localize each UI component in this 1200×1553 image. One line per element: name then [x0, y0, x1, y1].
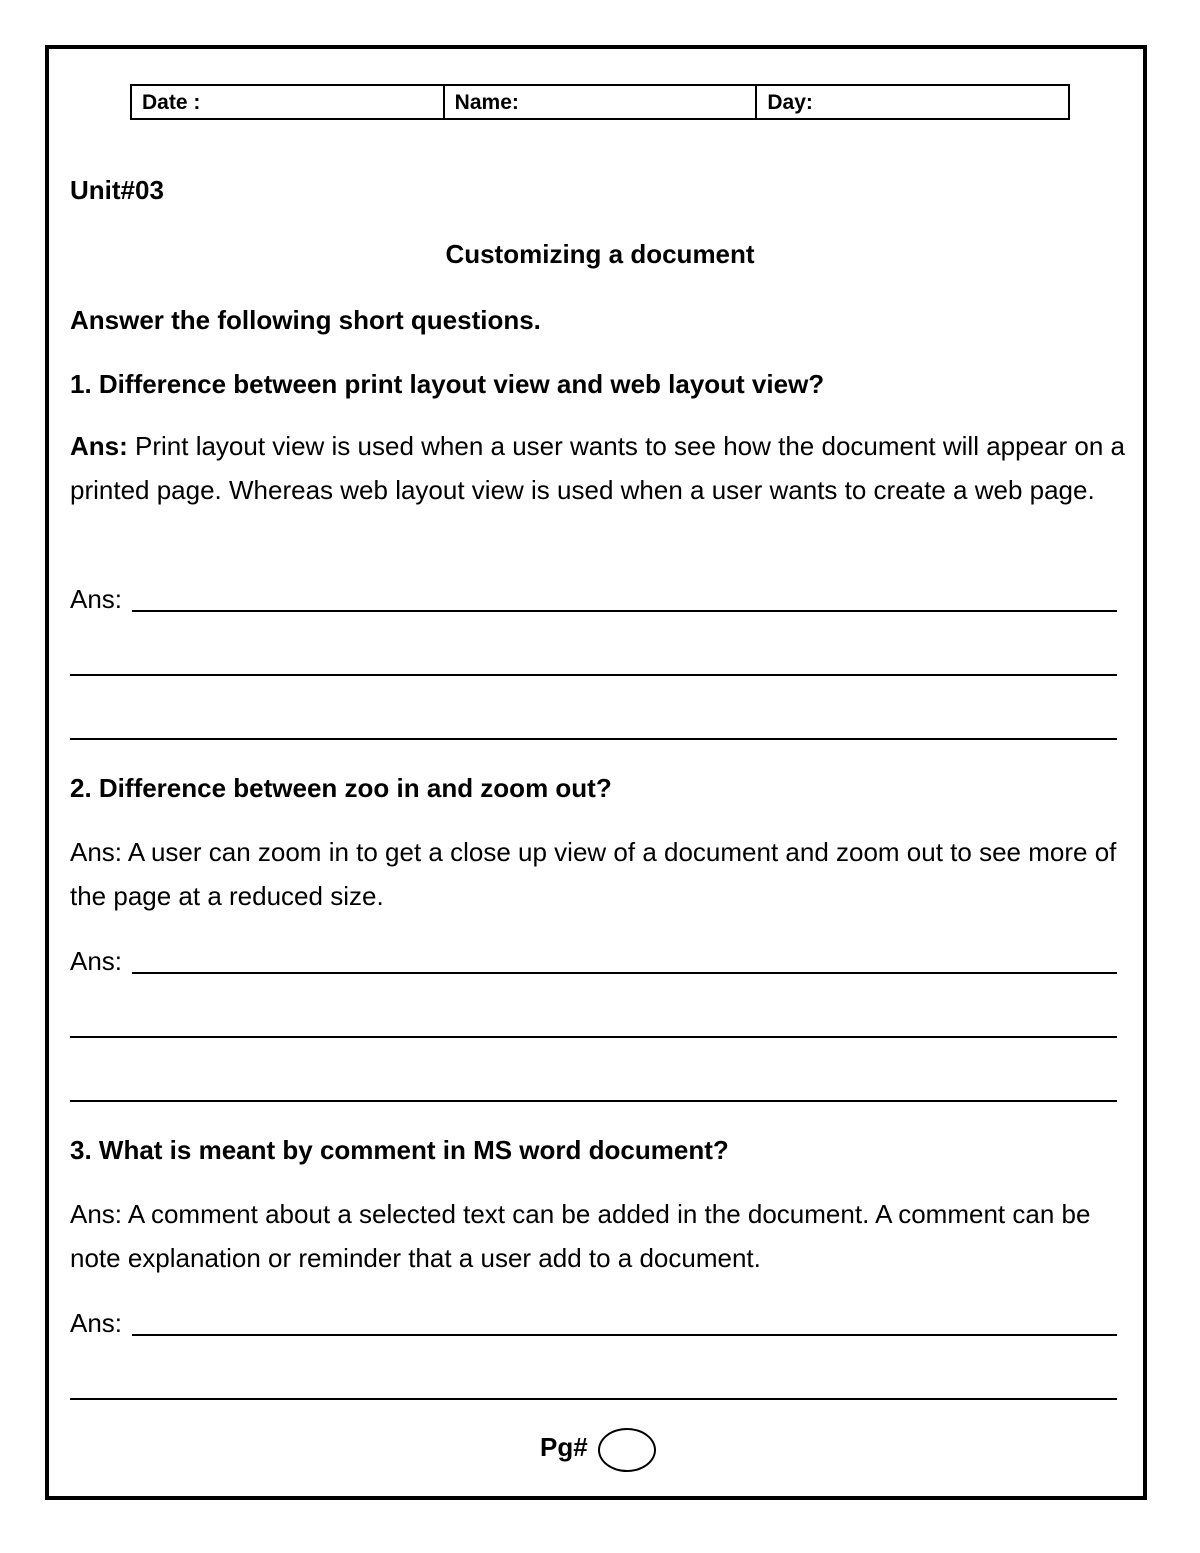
answer-1-line-1[interactable]	[132, 610, 1117, 612]
answer-1-body: Print layout view is used when a user wants to see how the document will appear on a printed page. Whereas web layout view is used when a user wants to create a web page.	[70, 431, 1125, 505]
answer-1-blank-label: Ans:	[70, 584, 123, 614]
answer-2-line-1[interactable]	[132, 972, 1117, 974]
name-field[interactable]: Name:	[445, 86, 758, 118]
header-info-table	[130, 84, 1070, 120]
answer-1-line-2[interactable]	[70, 674, 1117, 676]
answer-1-line-3[interactable]	[70, 738, 1117, 740]
answer-3-line-1[interactable]	[132, 1334, 1117, 1336]
page-title: Customizing a document	[445, 239, 755, 269]
page-number-label: Pg#	[540, 1432, 588, 1462]
answer-2-line-3[interactable]	[70, 1100, 1117, 1102]
answer-1-text	[70, 424, 1130, 512]
question-1: 1. Difference between print layout view and web layout view?	[70, 369, 825, 399]
date-field[interactable]: Date :	[132, 86, 445, 118]
answer-3-text: Ans: A comment about a selected text can be added in the document. A comment can be note explanation or reminder that a user add to a document.	[70, 1199, 1091, 1273]
instruction-text: Answer the following short questions.	[70, 305, 541, 335]
page-number-circle[interactable]	[598, 1428, 656, 1472]
answer-3-line-2[interactable]	[70, 1398, 1117, 1400]
question-3: 3. What is meant by comment in MS word document?	[70, 1135, 729, 1165]
day-field[interactable]: Day:	[767, 91, 813, 114]
answer-2-line-2[interactable]	[70, 1036, 1117, 1038]
answer-2-blank-label: Ans:	[70, 946, 123, 976]
unit-label: Unit#03	[70, 175, 164, 205]
question-2: 2. Difference between zoo in and zoom out?	[70, 773, 612, 803]
answer-1-prefix: Ans:	[70, 431, 128, 461]
answer-2-text: Ans: A user can zoom in to get a close up view of a document and zoom out to see more of the page at a reduced size.	[70, 837, 1117, 911]
answer-3-blank-label: Ans:	[70, 1308, 123, 1338]
